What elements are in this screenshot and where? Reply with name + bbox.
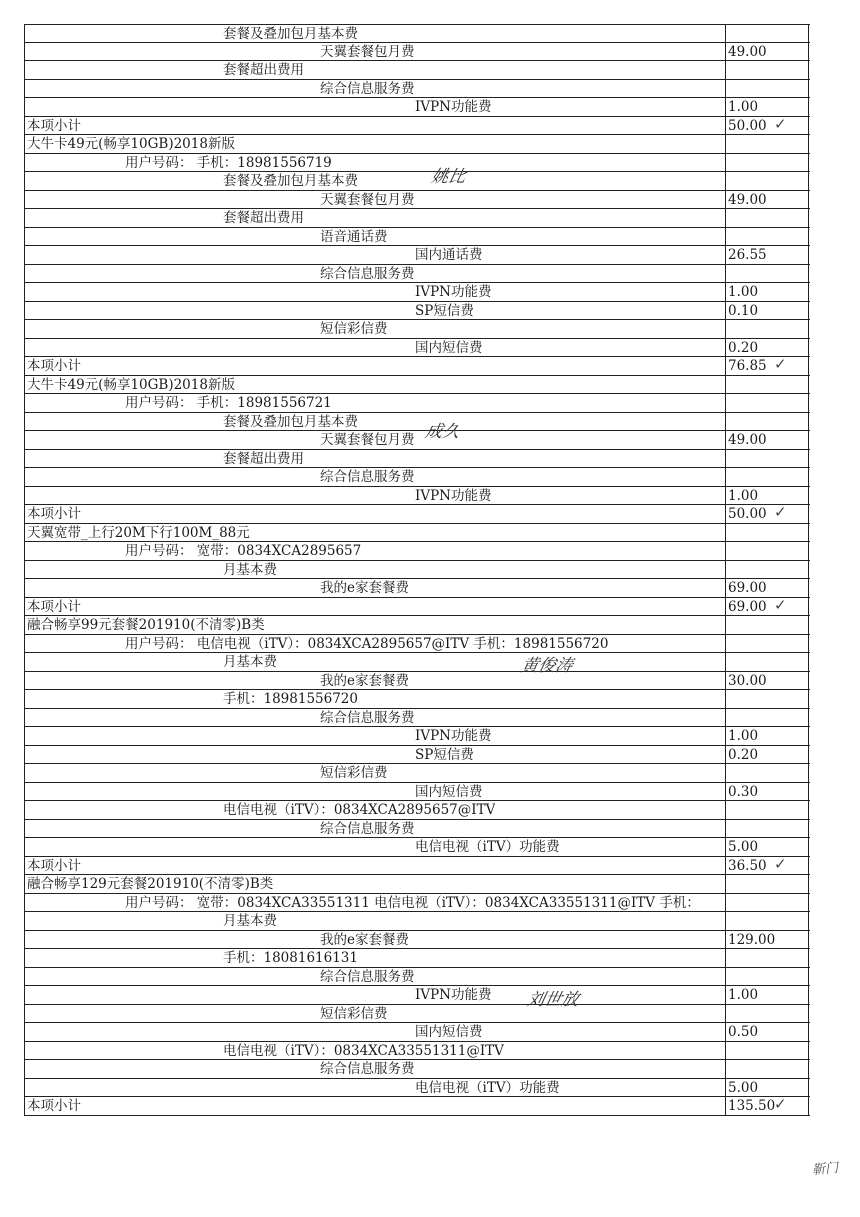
row-amount-cell: [725, 1079, 809, 1097]
table-row: [25, 524, 810, 543]
row-label: IVPN功能费: [415, 987, 492, 1003]
table-row: [25, 949, 810, 968]
row-amount-cell: [725, 468, 809, 486]
row-amount-cell: [725, 394, 809, 412]
row-label: 本项小计: [27, 857, 81, 874]
row-label: 融合畅享99元套餐201910(不清零)B类: [27, 617, 265, 633]
row-amount: 30.00: [728, 672, 767, 689]
row-label: 套餐及叠加包月基本费: [223, 173, 358, 189]
table-row: [25, 283, 810, 302]
row-label: 月基本费: [223, 561, 277, 578]
row-amount: 0.20: [728, 339, 759, 356]
table-row: [25, 172, 810, 191]
row-amount-cell: [725, 1042, 809, 1060]
row-label: 本项小计: [27, 598, 81, 615]
row-amount-cell: [725, 1023, 809, 1041]
handwritten-signature-2: 成久: [423, 422, 462, 442]
row-amount: 36.50: [728, 857, 767, 874]
row-label: 语音通话费: [320, 228, 388, 245]
table-row: [25, 339, 810, 358]
row-label: 综合信息服务费: [320, 80, 415, 97]
table-row: [25, 561, 810, 580]
row-label: 融合畅享129元套餐201910(不清零)B类: [27, 876, 274, 892]
table-row: [25, 875, 810, 894]
row-amount-cell: [725, 80, 809, 98]
table-row: [25, 376, 810, 395]
row-amount-cell: [725, 524, 809, 542]
row-amount-cell: [725, 376, 809, 394]
subtotal-row: [25, 357, 810, 376]
row-amount-cell: [725, 117, 809, 135]
table-row: [25, 1060, 810, 1079]
table-row: [25, 1079, 810, 1098]
row-amount-cell: [725, 746, 809, 764]
row-amount: 0.30: [728, 783, 759, 800]
table-row: [25, 709, 810, 728]
row-label: SP短信费: [415, 302, 474, 319]
row-label: 手机：18081616131: [223, 950, 358, 966]
row-amount-cell: [725, 783, 809, 801]
table-row: [25, 542, 810, 561]
row-label: 综合信息服务费: [320, 968, 415, 985]
checkmark-icon: ✓: [774, 597, 787, 614]
row-amount-cell: [725, 894, 809, 912]
row-label: 天翼套餐包月费: [320, 191, 415, 208]
row-amount-cell: [725, 413, 809, 431]
table-row: [25, 653, 810, 672]
table-row: [25, 43, 810, 62]
row-amount-cell: [725, 838, 809, 856]
table-row: [25, 764, 810, 783]
row-amount-cell: [725, 579, 809, 597]
row-amount-cell: [725, 1005, 809, 1023]
row-amount: 0.10: [728, 302, 759, 319]
table-row: [25, 135, 810, 154]
row-label: 本项小计: [27, 117, 81, 134]
row-amount-cell: [725, 43, 809, 61]
subtotal-row: [25, 505, 810, 524]
row-amount-cell: [725, 228, 809, 246]
row-amount-cell: [725, 1060, 809, 1078]
table-row: [25, 838, 810, 857]
table-row: [25, 579, 810, 598]
table-row: [25, 801, 810, 820]
checkmark-icon: ✓: [774, 116, 787, 133]
row-amount-cell: [725, 172, 809, 190]
row-label: 短信彩信费: [320, 765, 388, 781]
row-label: 套餐及叠加包月基本费: [223, 413, 358, 430]
table-row: [25, 228, 810, 247]
checkmark-icon: ✓: [774, 1097, 787, 1113]
row-amount-cell: [725, 801, 809, 819]
row-label: 综合信息服务费: [320, 820, 415, 837]
row-label: 天翼宽带_上行20M下行100M_88元: [27, 524, 250, 541]
row-amount-cell: [725, 931, 809, 949]
row-label: 我的e家套餐费: [320, 931, 409, 948]
row-amount-cell: [725, 431, 809, 449]
row-amount: 49.00: [728, 432, 767, 448]
row-amount: 0.20: [728, 746, 759, 763]
table-row: [25, 820, 810, 839]
table-row: [25, 302, 810, 321]
table-row: [25, 468, 810, 487]
billing-detail-table: [24, 24, 810, 1116]
table-row: [25, 265, 810, 284]
row-label: 套餐超出费用: [223, 210, 304, 226]
row-amount-cell: [725, 857, 809, 875]
row-amount-cell: [725, 986, 809, 1004]
row-label: 本项小计: [27, 506, 81, 522]
row-label: IVPN功能费: [415, 728, 492, 744]
row-amount: 50.00: [728, 117, 767, 134]
row-amount-cell: [725, 265, 809, 283]
table-row: [25, 1042, 810, 1061]
row-amount: 49.00: [728, 191, 767, 208]
row-amount-cell: [725, 61, 809, 79]
row-amount: 1.00: [728, 728, 759, 744]
table-row: [25, 783, 810, 802]
row-label: 电信电视（iTV）功能费: [415, 839, 560, 855]
table-row: [25, 246, 810, 265]
row-label: 月基本费: [223, 913, 277, 929]
row-label: 短信彩信费: [320, 1005, 388, 1022]
row-amount-cell: [725, 616, 809, 634]
table-row: [25, 690, 810, 709]
subtotal-row: [25, 857, 810, 876]
row-amount: 1.00: [728, 284, 759, 300]
row-amount-cell: [725, 598, 809, 616]
table-row: [25, 986, 810, 1005]
row-label: 我的e家套餐费: [320, 580, 409, 596]
row-label: 综合信息服务费: [320, 709, 415, 726]
table-row: [25, 394, 810, 413]
row-amount-cell: [725, 154, 809, 172]
table-row: [25, 635, 810, 654]
row-label: 电信电视（iTV）：0834XCA33551311@ITV: [223, 1042, 504, 1059]
row-amount: 5.00: [728, 839, 759, 855]
row-amount-cell: [725, 283, 809, 301]
row-amount-cell: [725, 302, 809, 320]
row-label: 综合信息服务费: [320, 1061, 415, 1077]
row-label: 国内通话费: [415, 247, 483, 263]
row-amount-cell: [725, 912, 809, 930]
row-amount: 135.50: [728, 1098, 776, 1114]
row-amount-cell: [725, 98, 809, 116]
row-amount: 49.00: [728, 43, 767, 60]
row-label: 套餐超出费用: [223, 450, 304, 467]
row-amount-cell: [725, 561, 809, 579]
row-label: 综合信息服务费: [320, 469, 415, 485]
row-label: IVPN功能费: [415, 99, 492, 115]
row-label: 天翼套餐包月费: [320, 43, 415, 60]
table-row: [25, 24, 810, 43]
row-label: 国内短信费: [415, 783, 483, 800]
row-amount-cell: [725, 875, 809, 893]
row-label: 我的e家套餐费: [320, 672, 409, 689]
table-row: [25, 616, 810, 635]
row-label: 天翼套餐包月费: [320, 432, 415, 448]
row-amount-cell: [725, 949, 809, 967]
checkmark-icon: ✓: [774, 357, 787, 373]
row-amount-cell: [725, 209, 809, 227]
row-amount: 69.00: [728, 598, 767, 615]
checkmark-icon: ✓: [774, 856, 787, 873]
row-label: 用户号码： 电信电视（iTV）：0834XCA2895657@ITV 手机：18981556720: [125, 635, 609, 652]
row-amount: 50.00: [728, 506, 767, 522]
handwritten-signature-1: 姚比: [429, 167, 468, 187]
row-amount-cell: [725, 764, 809, 782]
table-row: [25, 1005, 810, 1024]
row-label: 套餐超出费用: [223, 62, 304, 78]
table-row: [25, 61, 810, 80]
table-row: [25, 98, 810, 117]
row-amount-cell: [725, 487, 809, 505]
row-label: 国内短信费: [415, 1024, 483, 1040]
row-label: 月基本费: [223, 654, 277, 670]
table-row: [25, 672, 810, 691]
row-amount-cell: [725, 357, 809, 375]
row-amount: 1.00: [728, 99, 759, 115]
row-amount-cell: [725, 709, 809, 727]
handwritten-signature-3: 黄俊涛: [519, 656, 575, 676]
table-row: [25, 912, 810, 931]
table-row: [25, 431, 810, 450]
row-amount-cell: [725, 246, 809, 264]
row-amount: 0.50: [728, 1024, 759, 1040]
handwritten-signature-4: 刘世放: [525, 990, 581, 1010]
subtotal-row: [25, 598, 810, 617]
row-amount: 1.00: [728, 487, 759, 504]
row-label: 用户号码： 手机：18981556721: [125, 395, 332, 411]
row-amount: 69.00: [728, 580, 767, 596]
row-amount-cell: [725, 968, 809, 986]
row-amount: 129.00: [728, 931, 776, 948]
row-label: IVPN功能费: [415, 284, 492, 300]
subtotal-row: [25, 117, 810, 136]
row-amount-cell: [725, 672, 809, 690]
row-amount-cell: [725, 727, 809, 745]
margin-handwritten-note: 靳门: [811, 1160, 839, 1179]
row-label: 用户号码： 手机：18981556719: [125, 154, 332, 171]
row-amount: 1.00: [728, 987, 759, 1003]
table-row: [25, 968, 810, 987]
table-row: [25, 931, 810, 950]
table-row: [25, 191, 810, 210]
row-amount-cell: [725, 653, 809, 671]
row-label: 本项小计: [27, 1098, 81, 1114]
row-amount-cell: [725, 690, 809, 708]
row-amount-cell: [725, 1097, 809, 1115]
table-row: [25, 154, 810, 173]
row-label: 短信彩信费: [320, 321, 388, 337]
row-label: 套餐及叠加包月基本费: [223, 26, 358, 42]
row-label: 用户号码： 宽带：0834XCA2895657: [125, 543, 362, 559]
table-row: [25, 80, 810, 99]
row-label: 电信电视（iTV）：0834XCA2895657@ITV: [223, 802, 496, 818]
row-amount: 76.85: [728, 358, 767, 374]
row-amount-cell: [725, 635, 809, 653]
row-amount-cell: [725, 339, 809, 357]
row-amount-cell: [725, 542, 809, 560]
checkmark-icon: ✓: [774, 505, 787, 521]
row-label: 用户号码： 宽带：0834XCA33551311 电信电视（iTV）：0834XCA33551311@ITV 手机：: [125, 894, 700, 911]
row-label: 大牛卡49元(畅享10GB)2018新版: [27, 136, 235, 152]
row-amount-cell: [725, 135, 809, 153]
table-row: [25, 727, 810, 746]
table-row: [25, 894, 810, 913]
row-label: 综合信息服务费: [320, 265, 415, 282]
table-row: [25, 209, 810, 228]
table-row: [25, 487, 810, 506]
row-amount-cell: [725, 25, 809, 42]
row-amount-cell: [725, 450, 809, 468]
table-row: [25, 1023, 810, 1042]
row-label: 电信电视（iTV）功能费: [415, 1079, 560, 1096]
table-row: [25, 746, 810, 765]
table-row: [25, 450, 810, 469]
row-amount-cell: [725, 191, 809, 209]
row-amount-cell: [725, 820, 809, 838]
table-row: [25, 320, 810, 339]
row-label: SP短信费: [415, 746, 474, 763]
subtotal-row: [25, 1097, 810, 1116]
row-label: 国内短信费: [415, 339, 483, 356]
row-label: 手机：18981556720: [223, 691, 358, 707]
row-label: 大牛卡49元(畅享10GB)2018新版: [27, 376, 235, 393]
row-amount-cell: [725, 320, 809, 338]
row-label: IVPN功能费: [415, 487, 492, 504]
row-amount: 26.55: [728, 247, 767, 263]
table-row: [25, 413, 810, 432]
row-amount-cell: [725, 505, 809, 523]
row-label: 本项小计: [27, 358, 81, 374]
row-amount: 5.00: [728, 1079, 759, 1096]
